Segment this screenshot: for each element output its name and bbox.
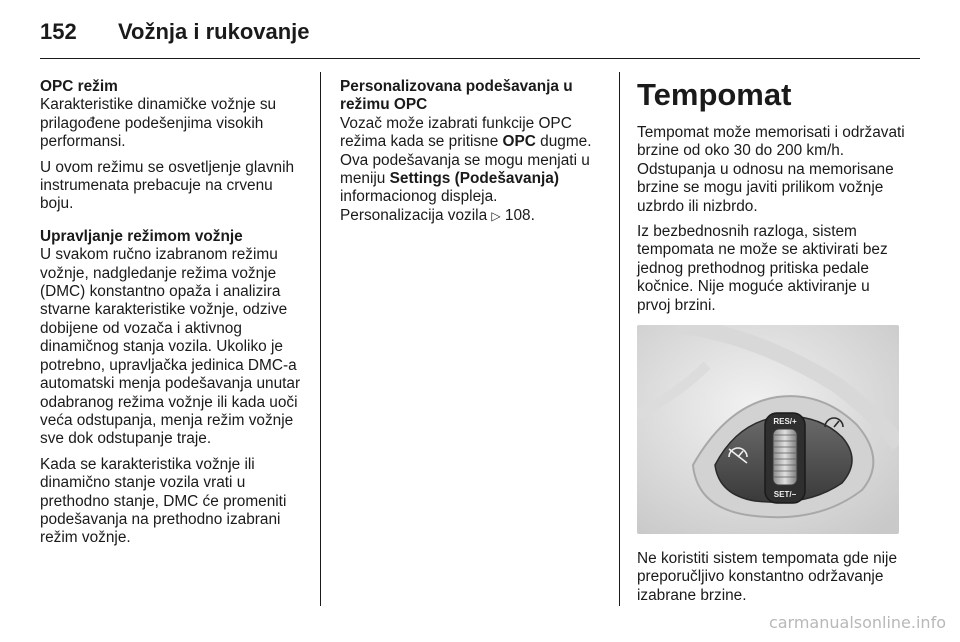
column-divider-2 <box>619 72 620 606</box>
paragraph: U svakom ručno izabranom režimu vožnje, nadgledanje režima vožnje (DMC) konstantno opaža i analizira stvarne karakteristike vožnje, odzive dobijene od vozača i aktivnog dinamičnog stanja vozila. Ukoliko je potrebno, upravljačka jedinica DMC-a automatski menja podešavanja unutar odabranog režima vožnje ili kada uoči veća odstupanja, menja režim vožnje sve dok odstupanje traje. <box>40 246 301 448</box>
header-divider <box>40 58 920 59</box>
paragraph: Karakteristike dinamičke vožnje su prilagođene podešenjima visokih performansi. <box>40 96 277 151</box>
column-2 <box>340 78 608 232</box>
text-run: dugme. Ova podešavanja se mogu menjati u meniju <box>340 133 592 188</box>
page-title: Vožnja i rukovanje <box>118 19 310 44</box>
text-run: Vozač može izabrati funkcije OPC režima kada se pritisne <box>340 114 572 151</box>
text-run: informacionog displeja. <box>340 188 498 206</box>
paragraph: Kada se karakteristika vožnje ili dinamično stanje vozila vrati u prethodno stanje, DMC će promeniti podešavanja na prethodno izabrani režim vožnje. <box>40 455 287 547</box>
paragraph: U ovom režimu se osvetljenje glavnih instrumenata prebacuje na crvenu boju. <box>40 158 295 213</box>
opc-button-label: OPC <box>502 133 536 151</box>
page-header <box>40 14 310 50</box>
text-run: Personalizacija vozila <box>340 206 492 224</box>
watermark: carmanualsonline.info <box>768 613 946 632</box>
set-minus-label: SET/− <box>773 490 797 500</box>
paragraph <box>340 115 608 225</box>
column-divider-1 <box>320 72 321 606</box>
reference-arrow-icon: ▷ <box>491 208 501 223</box>
page-reference: 108. <box>500 206 535 224</box>
section-heading-cruise-control: Tempomat <box>637 77 792 112</box>
paragraph: Tempomat može memorisati i održavati brzine od oko 30 do 200 km/h. Odstupanja u odnosu na memorisane brzine se mogu javiti prilikom vožnje uzbrdo ili nizbrdo. <box>637 124 905 215</box>
res-plus-label: RES/+ <box>773 417 797 427</box>
steering-wheel-illustration <box>637 325 899 534</box>
section-heading-opc-mode: OPC režim <box>40 78 118 95</box>
page-number: 152 <box>40 19 77 44</box>
section-heading-personalized-settings: Personalizovana podešavanja u režimu OPC <box>340 78 573 114</box>
steering-wheel-controls-figure <box>637 325 899 534</box>
paragraph: Ne koristiti sistem tempomata gde nije preporučljivo konstantno održavanje izabrane brzine. <box>637 550 898 604</box>
column-3 <box>637 78 905 612</box>
section-heading-drive-mode-control: Upravljanje režimom vožnje <box>40 227 243 245</box>
column-1 <box>40 78 308 555</box>
settings-menu-label: Settings (Podešavanja) <box>389 170 559 188</box>
paragraph: Iz bezbednosnih razloga, sistem tempomata ne može se aktivirati bez jednog prethodnog pritiska pedale kočnice. Nije moguće aktiviranje u prvoj brzini. <box>637 223 888 314</box>
